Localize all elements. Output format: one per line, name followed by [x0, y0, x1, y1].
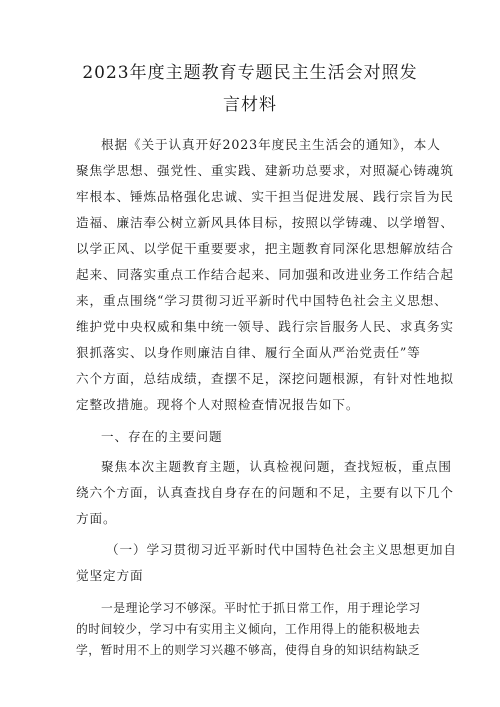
- paragraph-line: 根据《关于认真开好2023年度民主生活会的通知》，本人: [101, 137, 441, 152]
- paragraph-line: 学，暂时用不上的则学习兴趣不够高，使得自身的知识结构缺乏: [76, 643, 421, 657]
- paragraph-line: 狠抓落实、以身作则廉洁自律、履行全面从严治党责任”等: [76, 345, 421, 360]
- subsection-heading: （一）学习贯彻习近平新时代中国特色社会主义思想更加自: [106, 542, 457, 557]
- paragraph-line: 一是理论学习不够深。平时忙于抓日常工作，用于理论学习: [101, 601, 421, 615]
- paragraph-line: 定整改措施。现将个人对照检查情况报告如下。: [76, 397, 360, 412]
- paragraph-line: 来，重点围绕“学习贯彻习近平新时代中国特色社会主义思想、: [76, 293, 448, 308]
- paragraph-line: 聚焦学思想、强党性、重实践、建新功总要求，对照凝心铸魂筑: [76, 163, 454, 178]
- paragraph-line: 六个方面，总结成绩，查摆不足，深挖问题根源，有针对性地拟: [76, 371, 454, 386]
- paragraph-line: 造福、廉洁奉公树立新风具体目标，按照以学铸魂、以学增智、: [76, 215, 454, 230]
- section-heading: 一、存在的主要问题: [101, 429, 223, 444]
- document-title-line-1: 2023年度主题教育专题民主生活会对照发: [82, 63, 418, 83]
- paragraph-line: 牢根本、锤炼品格强化忠诚、实干担当促进发展、践行宗旨为民: [76, 189, 454, 204]
- paragraph-line: 以学正风、以学促干重要要求，把主题教育同深化思想解放结合: [76, 241, 454, 256]
- paragraph-line: 聚焦本次主题教育主题，认真检视问题，查找短板，重点围: [101, 459, 452, 474]
- subsection-heading-continued: 觉坚定方面: [76, 568, 144, 583]
- paragraph-line: 的时间较少，学习中有实用主义倾向，工作用得上的能积极地去: [76, 622, 421, 636]
- document-title-line-2: 言材料: [223, 95, 277, 115]
- paragraph-line: 方面。: [76, 511, 117, 526]
- paragraph-line: 起来、同落实重点工作结合起来、同加强和改进业务工作结合起: [76, 267, 454, 282]
- paragraph-line: 维护党中央权威和集中统一领导、践行宗旨服务人民、求真务实: [76, 319, 454, 334]
- paragraph-line: 绕六个方面，认真查找自身存在的问题和不足，主要有以下几个: [76, 485, 454, 500]
